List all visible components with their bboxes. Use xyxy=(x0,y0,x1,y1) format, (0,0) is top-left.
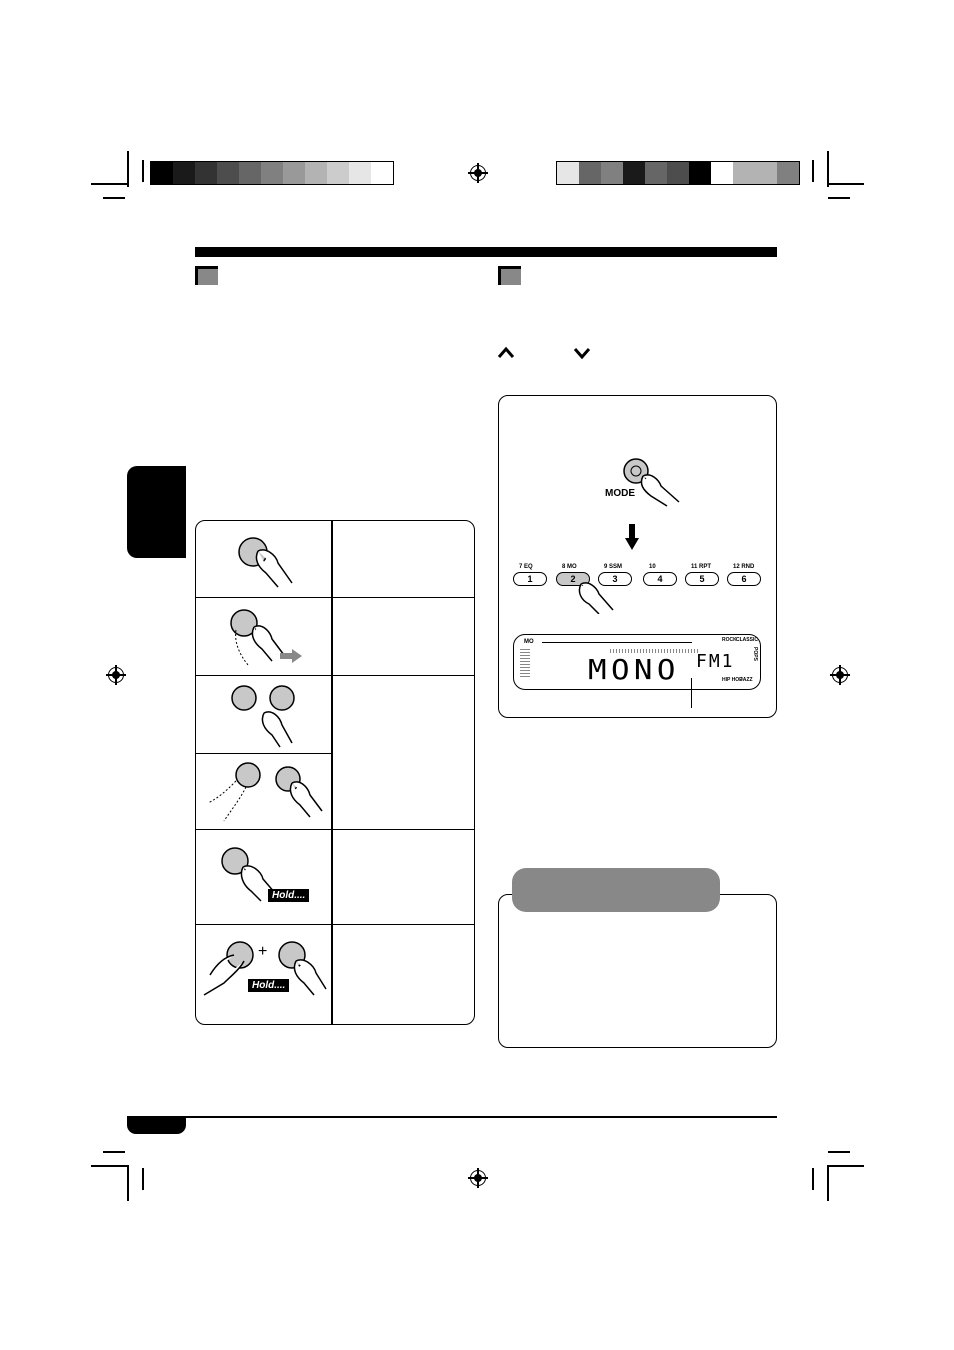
preset-key-3[interactable]: 3 xyxy=(598,572,632,586)
level-meter xyxy=(520,649,530,679)
header-rule xyxy=(195,247,777,257)
crop-mark xyxy=(827,1165,829,1201)
preset-key-label: 9 SSM xyxy=(604,564,623,570)
note-header xyxy=(512,868,720,912)
crop-mark xyxy=(827,151,829,187)
crop-mark xyxy=(812,160,814,182)
crop-mark xyxy=(103,197,125,199)
up-arrow-icon xyxy=(497,346,515,365)
preset-key-6[interactable]: 6 xyxy=(727,572,761,586)
preset-key-label: 8 MO xyxy=(562,564,577,570)
registration-mark-icon xyxy=(470,165,486,181)
color-swatch xyxy=(711,162,733,184)
table-row-divider xyxy=(196,924,474,925)
down-arrow-icon xyxy=(573,346,591,365)
color-swatch xyxy=(151,162,173,184)
section-marker-icon xyxy=(195,266,218,285)
crop-mark xyxy=(142,160,144,182)
color-swatch xyxy=(261,162,283,184)
table-row-divider xyxy=(196,597,474,598)
preset-key-4[interactable]: 4 xyxy=(643,572,677,586)
language-side-tab xyxy=(127,466,186,558)
finger-two-buttons-icon xyxy=(226,681,316,756)
color-swatch xyxy=(689,162,711,184)
color-swatch xyxy=(239,162,261,184)
color-calibration-bar-left xyxy=(150,161,394,185)
pressing-finger-icon xyxy=(573,574,623,619)
finger-press-icon xyxy=(226,529,306,596)
color-swatch xyxy=(777,162,799,184)
crop-mark xyxy=(142,1168,144,1190)
preset-key-label: 12 RND xyxy=(733,564,755,570)
color-swatch xyxy=(755,162,777,184)
crop-mark xyxy=(828,183,864,185)
color-swatch xyxy=(371,162,393,184)
color-swatch xyxy=(557,162,579,184)
hold-badge: Hold.... xyxy=(268,889,309,902)
sound-mode-labels xyxy=(722,637,756,685)
registration-mark-icon xyxy=(108,667,124,683)
mode-label-rock: ROCK xyxy=(722,637,737,643)
finger-slide-icon xyxy=(226,605,316,676)
finger-move-icon xyxy=(206,759,326,830)
crop-mark xyxy=(828,1165,864,1167)
color-swatch xyxy=(327,162,349,184)
preset-key-1[interactable]: 1 xyxy=(513,572,547,586)
footer-rule xyxy=(127,1116,777,1118)
color-swatch xyxy=(579,162,601,184)
color-swatch xyxy=(283,162,305,184)
note-box xyxy=(498,894,777,1048)
registration-mark-icon xyxy=(470,1170,486,1186)
mode-label-jazz: JAZZ xyxy=(740,677,753,683)
finger-hold-icon xyxy=(221,845,311,920)
crop-mark xyxy=(828,197,850,199)
crop-mark xyxy=(828,1151,850,1153)
preset-key-5[interactable]: 5 xyxy=(685,572,719,586)
level-meter xyxy=(542,642,692,643)
color-calibration-bar-right xyxy=(556,161,800,185)
lcd-main-text: MONO xyxy=(588,653,680,686)
down-arrow-icon xyxy=(625,524,639,555)
crop-mark xyxy=(812,1168,814,1190)
crop-mark xyxy=(103,1151,125,1153)
callout-line xyxy=(691,678,692,708)
mode-label-hiphop: HIP HOP xyxy=(722,677,743,683)
color-swatch xyxy=(667,162,689,184)
color-swatch xyxy=(349,162,371,184)
mono-diagram-panel xyxy=(498,395,777,718)
color-swatch xyxy=(173,162,195,184)
operation-table xyxy=(195,520,475,1025)
mode-label-classic: CLASSIC xyxy=(736,637,758,643)
mode-button-icon xyxy=(623,458,693,513)
color-swatch xyxy=(645,162,667,184)
page-number-tab xyxy=(127,1118,186,1134)
preset-key-label: 11 RPT xyxy=(691,564,712,570)
color-swatch xyxy=(623,162,645,184)
crop-mark xyxy=(91,1165,127,1167)
color-swatch xyxy=(217,162,239,184)
preset-key-label: 10 xyxy=(649,564,656,570)
mo-indicator: MO xyxy=(524,639,534,645)
preset-key-label: 7 EQ xyxy=(519,564,533,570)
hold-badge: Hold.... xyxy=(248,979,289,992)
lcd-band-text: FM1 xyxy=(696,651,735,672)
color-swatch xyxy=(733,162,755,184)
crop-mark xyxy=(127,151,129,187)
mode-label: MODE xyxy=(605,488,635,499)
section-marker-icon xyxy=(498,266,521,285)
preset-key-2[interactable]: 2 xyxy=(556,572,590,586)
plus-sign: + xyxy=(258,943,268,960)
color-swatch xyxy=(601,162,623,184)
crop-mark xyxy=(127,1165,129,1201)
mode-label-pops: POPS xyxy=(751,647,758,661)
crop-mark xyxy=(91,183,127,185)
color-swatch xyxy=(195,162,217,184)
color-swatch xyxy=(305,162,327,184)
registration-mark-icon xyxy=(832,667,848,683)
lcd-display xyxy=(513,634,761,690)
